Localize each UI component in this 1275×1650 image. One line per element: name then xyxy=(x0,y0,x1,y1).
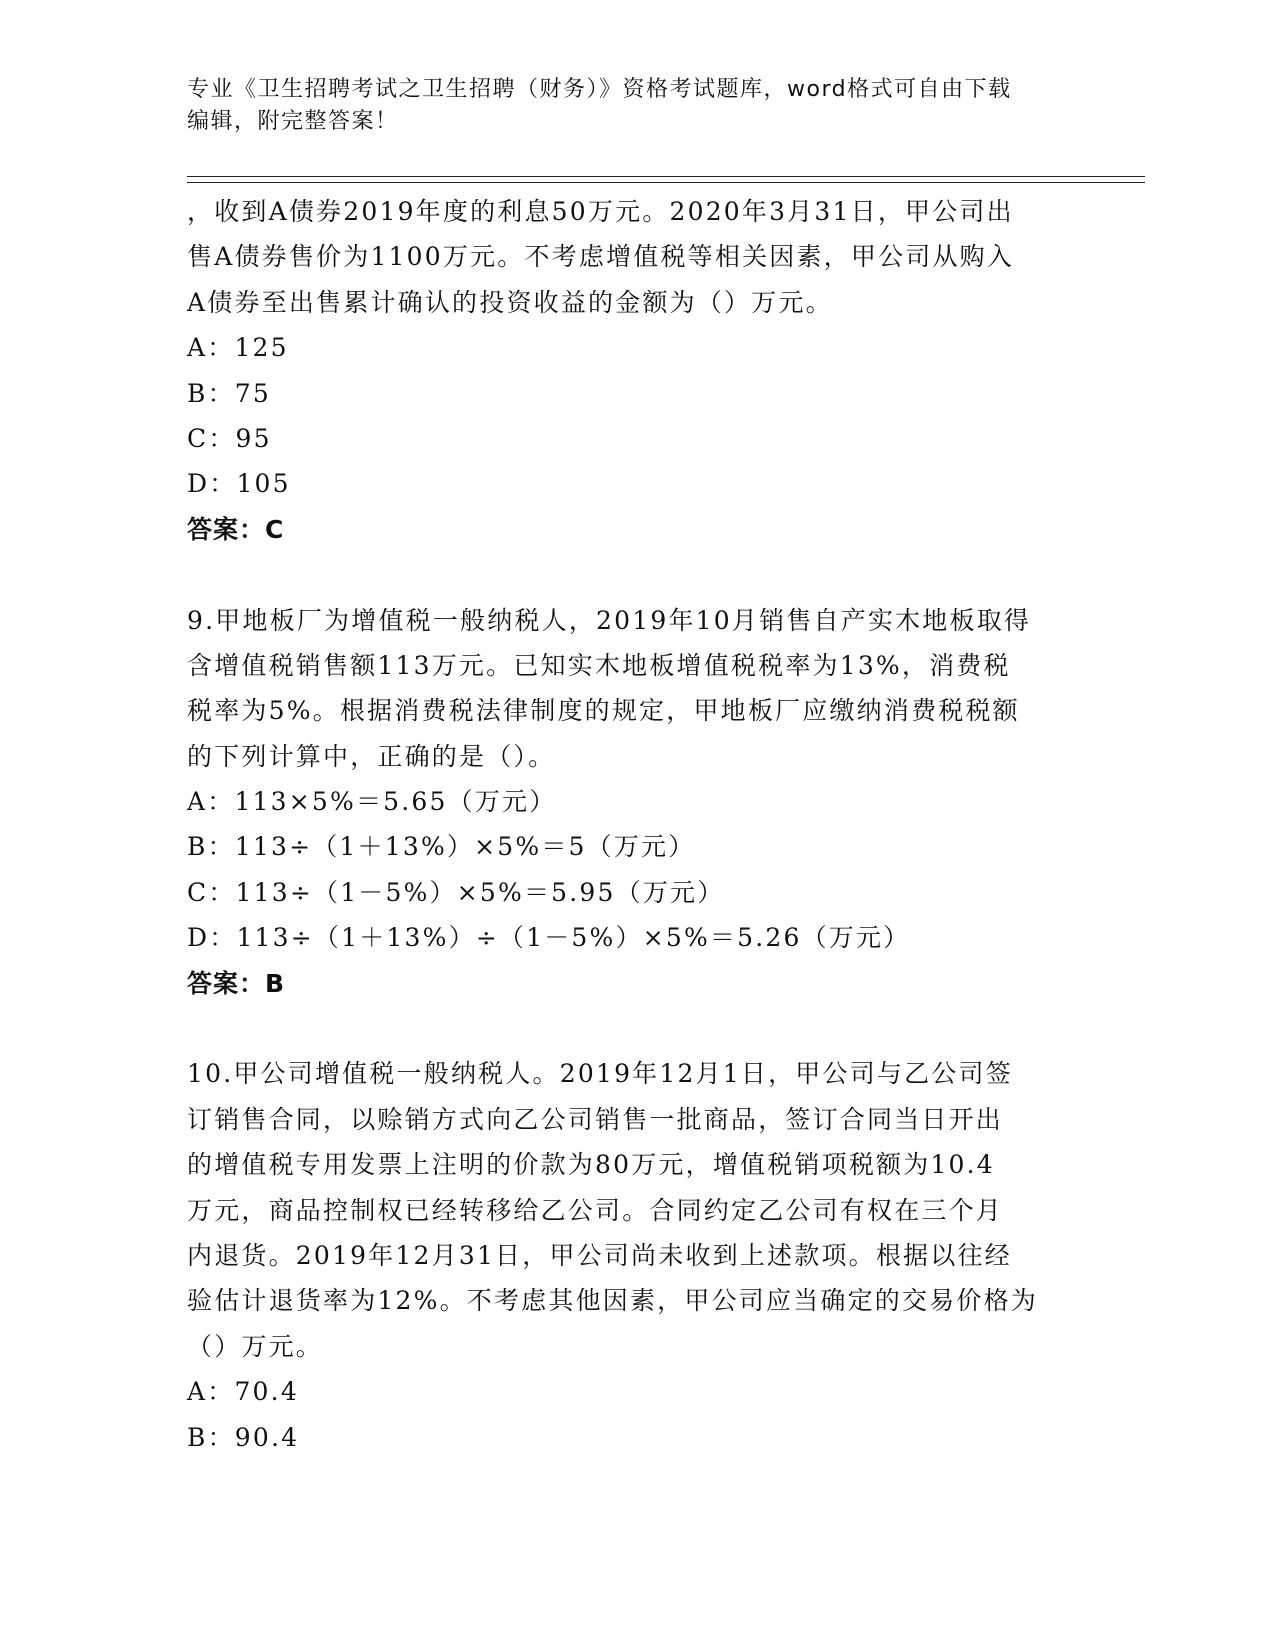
question-9 xyxy=(187,598,1087,1007)
option-b: B：75 xyxy=(187,378,271,408)
header-line-1: 专业《卫生招聘考试之卫生招聘（财务）》资格考试题库，word格式可自由下载 xyxy=(187,77,1012,102)
question-stem-line: 内退货。2019年12月31日，甲公司尚未收到上述款项。根据以往经 xyxy=(187,1240,1012,1270)
option-b: B：113÷（1＋13%）×5%＝5（万元） xyxy=(187,832,696,862)
question-stem-line: ，收到A债券2019年度的利息50万元。2020年3月31日，甲公司出 xyxy=(187,197,1014,226)
question-stem-line: 税率为5%。根据消费税法律制度的规定，甲地板厂应缴纳消费税税额 xyxy=(187,696,1020,726)
spacer xyxy=(187,552,1087,597)
option-b: B：90.4 xyxy=(187,1422,300,1452)
option-c: C：113÷（1－5%）×5%＝5.95（万元） xyxy=(187,877,725,907)
question-content xyxy=(187,189,1087,1460)
answer-label: 答案：B xyxy=(187,968,286,998)
question-stem-line: 售A债券售价为1100万元。不考虑增值税等相关因素，甲公司从购入 xyxy=(187,242,1015,272)
option-a: A：113×5%＝5.65（万元） xyxy=(187,787,557,817)
spacer xyxy=(187,1006,1087,1051)
header-divider-top xyxy=(187,176,1145,177)
document-header xyxy=(187,74,1107,138)
question-10 xyxy=(187,1051,1087,1460)
question-stem-line: （）万元。 xyxy=(187,1331,324,1361)
question-stem-line: 验估计退货率为12%。不考虑其他因素，甲公司应当确定的交易价格为 xyxy=(187,1286,1038,1316)
header-line-2: 编辑，附完整答案！ xyxy=(187,109,399,134)
question-stem-line: 的下列计算中，正确的是（）。 xyxy=(187,741,556,771)
answer-label: 答案：C xyxy=(187,514,285,544)
header-divider-bottom xyxy=(187,182,1145,183)
question-8 xyxy=(187,189,1087,552)
question-stem-line: 含增值税销售额113万元。已知实木地板增值税税率为13%，消费税 xyxy=(187,650,1011,680)
question-stem-line: 万元，商品控制权已经转移给乙公司。合同约定乙公司有权在三个月 xyxy=(187,1195,1004,1225)
option-d: D：105 xyxy=(187,469,291,499)
option-a: A：70.4 xyxy=(187,1377,299,1407)
question-stem-line: A债券至出售累计确认的投资收益的金额为（）万元。 xyxy=(187,287,833,317)
question-stem-line: 的增值税专用发票上注明的价款为80万元，增值税销项税额为10.4 xyxy=(187,1150,995,1180)
option-a: A：125 xyxy=(187,333,289,363)
question-stem-line: 订销售合同，以赊销方式向乙公司销售一批商品，签订合同当日开出 xyxy=(187,1104,1004,1134)
option-c: C：95 xyxy=(187,423,272,453)
question-stem-line: 10.甲公司增值税一般纳税人。2019年12月1日，甲公司与乙公司签 xyxy=(187,1059,1013,1089)
option-d: D：113÷（1＋13%）÷（1－5%）×5%＝5.26（万元） xyxy=(187,923,911,953)
question-stem-line: 9.甲地板厂为增值税一般纳税人，2019年10月销售自产实木地板取得 xyxy=(187,605,1032,635)
